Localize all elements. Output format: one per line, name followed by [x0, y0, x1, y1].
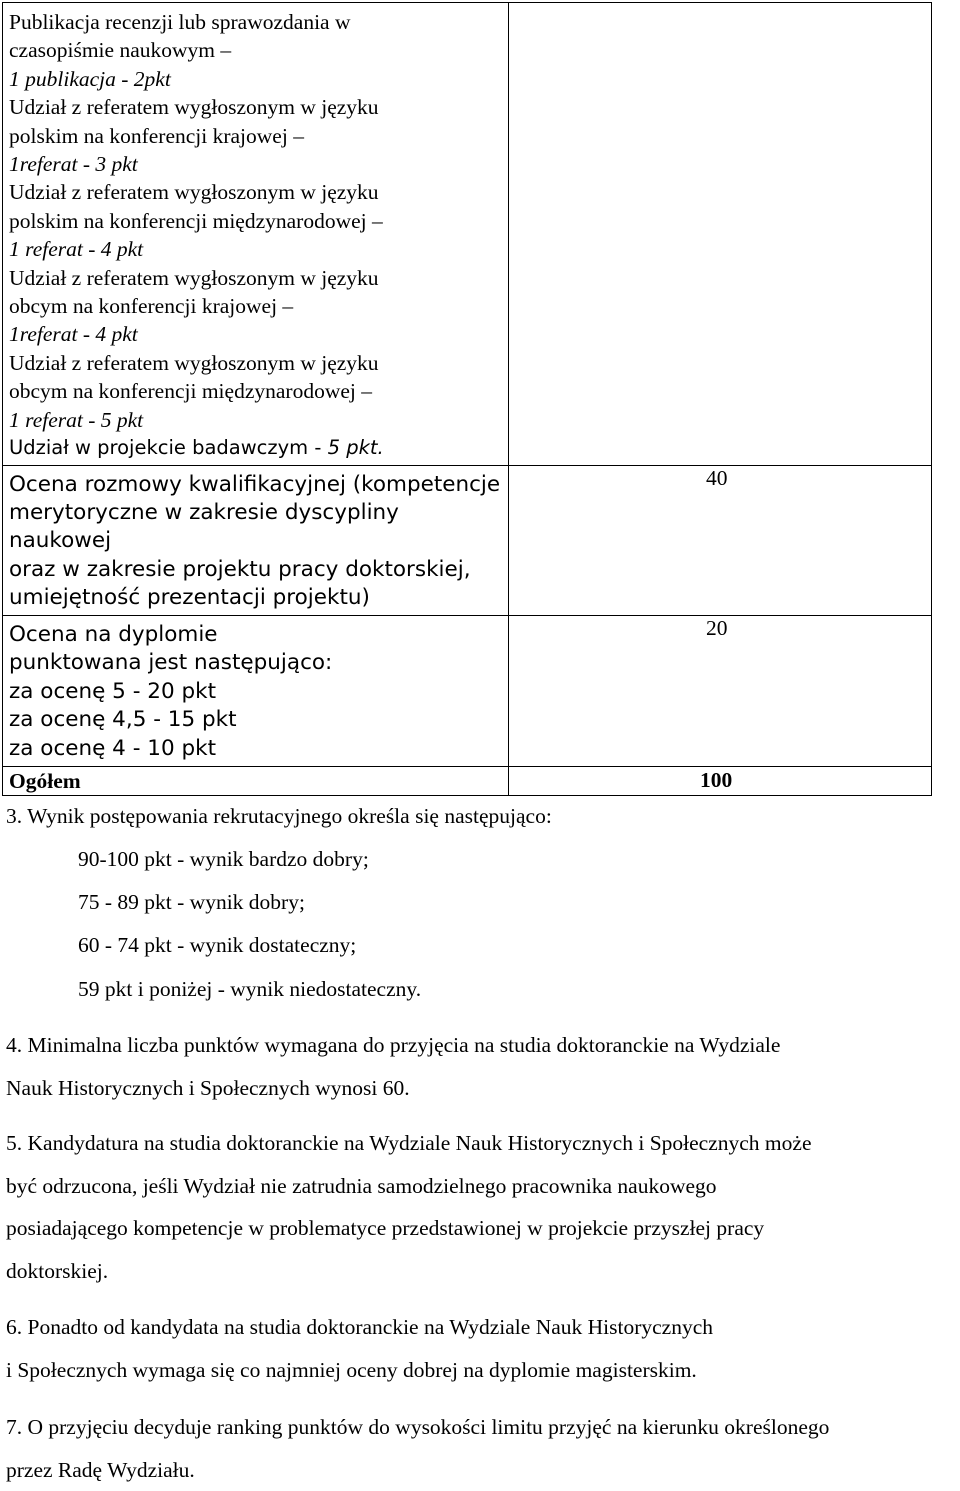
section-3-heading: 3. Wynik postępowania rekrutacyjnego określa się następująco: — [6, 804, 960, 829]
criteria-line: Publikacja recenzji lub sprawozdania w — [9, 8, 502, 36]
points-cell — [509, 465, 932, 615]
criteria-line: za ocenę 4,5 - 15 pkt — [9, 706, 502, 735]
total-label: Ogółem — [3, 767, 508, 795]
paragraph-line: 4. Minimalna liczba punktów wymagana do przyjęcia na studia doktoranckie na Wydziale — [6, 1024, 960, 1067]
table-row — [3, 465, 932, 615]
criteria-cell — [3, 615, 509, 766]
section-7-paragraph — [6, 1406, 960, 1491]
table-row — [3, 615, 932, 766]
outcome-item: 60 - 74 pkt - wynik dostateczny; — [78, 933, 356, 958]
criteria-line: merytoryczne w zakresie dyscypliny naukowej — [9, 499, 502, 556]
section-6-paragraph — [6, 1306, 960, 1391]
criteria-line: za ocenę 4 - 10 pkt — [9, 735, 502, 764]
outcome-item: 75 - 89 pkt - wynik dobry; — [78, 890, 305, 915]
criteria-line: 1 referat - 4 pkt — [9, 235, 502, 263]
criteria-line: Udział z referatem wygłoszonym w języku — [9, 349, 502, 377]
criteria-line: obcym na konferencji krajowej – — [9, 292, 502, 320]
criteria-line: 1 publikacja - 2pkt — [9, 65, 502, 93]
criteria-line: Ocena rozmowy kwalifikacyjnej (kompetencje — [9, 471, 502, 499]
paragraph-line: 7. O przyjęciu decyduje ranking punktów do wysokości limitu przyjęć na kierunku określonego — [6, 1406, 960, 1449]
criteria-line: punktowana jest następująco: — [9, 649, 502, 678]
criteria-cell — [3, 465, 509, 615]
total-points-cell — [509, 766, 932, 795]
points-value: 20 — [509, 616, 931, 641]
criteria-list — [3, 3, 508, 465]
criteria-line: 1referat - 4 pkt — [9, 320, 502, 348]
criteria-line: Udział w projekcie badawczym - 5 pkt. — [9, 434, 502, 462]
outcome-item: 90-100 pkt - wynik bardzo dobry; — [78, 847, 369, 872]
criteria-line: za ocenę 5 - 20 pkt — [9, 678, 502, 707]
criteria-line: oraz w zakresie projektu pracy doktorskiej, — [9, 556, 502, 584]
criteria-line: polskim na konferencji międzynarodowej – — [9, 207, 502, 235]
table-row — [3, 3, 932, 466]
table-row — [3, 766, 932, 795]
points-cell — [509, 615, 932, 766]
criteria-line: czasopiśmie naukowym – — [9, 36, 502, 64]
paragraph-line: doktorskiej. — [6, 1250, 960, 1293]
diploma-criteria — [3, 616, 508, 766]
criteria-line: obcym na konferencji międzynarodowej – — [9, 377, 502, 405]
section-4-paragraph — [6, 1024, 960, 1109]
criteria-line: 1referat - 3 pkt — [9, 150, 502, 178]
criteria-line: polskim na konferencji krajowej – — [9, 122, 502, 150]
paragraph-line: i Społecznych wymaga się co najmniej oceny dobrej na dyplomie magisterskim. — [6, 1349, 960, 1392]
points-value: 40 — [509, 466, 931, 491]
criteria-line: Ocena na dyplomie — [9, 621, 502, 650]
paragraph-line: być odrzucona, jeśli Wydział nie zatrudnia samodzielnego pracownika naukowego — [6, 1165, 960, 1208]
paragraph-line: 6. Ponadto od kandydata na studia doktoranckie na Wydziale Nauk Historycznych — [6, 1306, 960, 1349]
total-label-cell — [3, 766, 509, 795]
criteria-line: 1 referat - 5 pkt — [9, 406, 502, 434]
outcome-item: 59 pkt i poniżej - wynik niedostateczny. — [78, 977, 421, 1002]
section-5-paragraph — [6, 1122, 960, 1292]
paragraph-line: 5. Kandydatura na studia doktoranckie na Wydziale Nauk Historycznych i Społecznych może — [6, 1122, 960, 1165]
total-points: 100 — [509, 768, 931, 793]
interview-criteria — [3, 466, 508, 615]
criteria-line: Udział z referatem wygłoszonym w języku — [9, 264, 502, 292]
paragraph-line: Nauk Historycznych i Społecznych wynosi 60. — [6, 1067, 960, 1110]
points-cell — [509, 3, 932, 466]
criteria-line: Udział z referatem wygłoszonym w języku — [9, 178, 502, 206]
criteria-cell — [3, 3, 509, 466]
criteria-line: Udział z referatem wygłoszonym w języku — [9, 93, 502, 121]
paragraph-line: posiadającego kompetencje w problematyce przedstawionej w projekcie przyszłej pracy — [6, 1207, 960, 1250]
paragraph-line: przez Radę Wydziału. — [6, 1449, 960, 1491]
criteria-line: umiejętność prezentacji projektu) — [9, 584, 502, 612]
scoring-table — [2, 2, 932, 796]
